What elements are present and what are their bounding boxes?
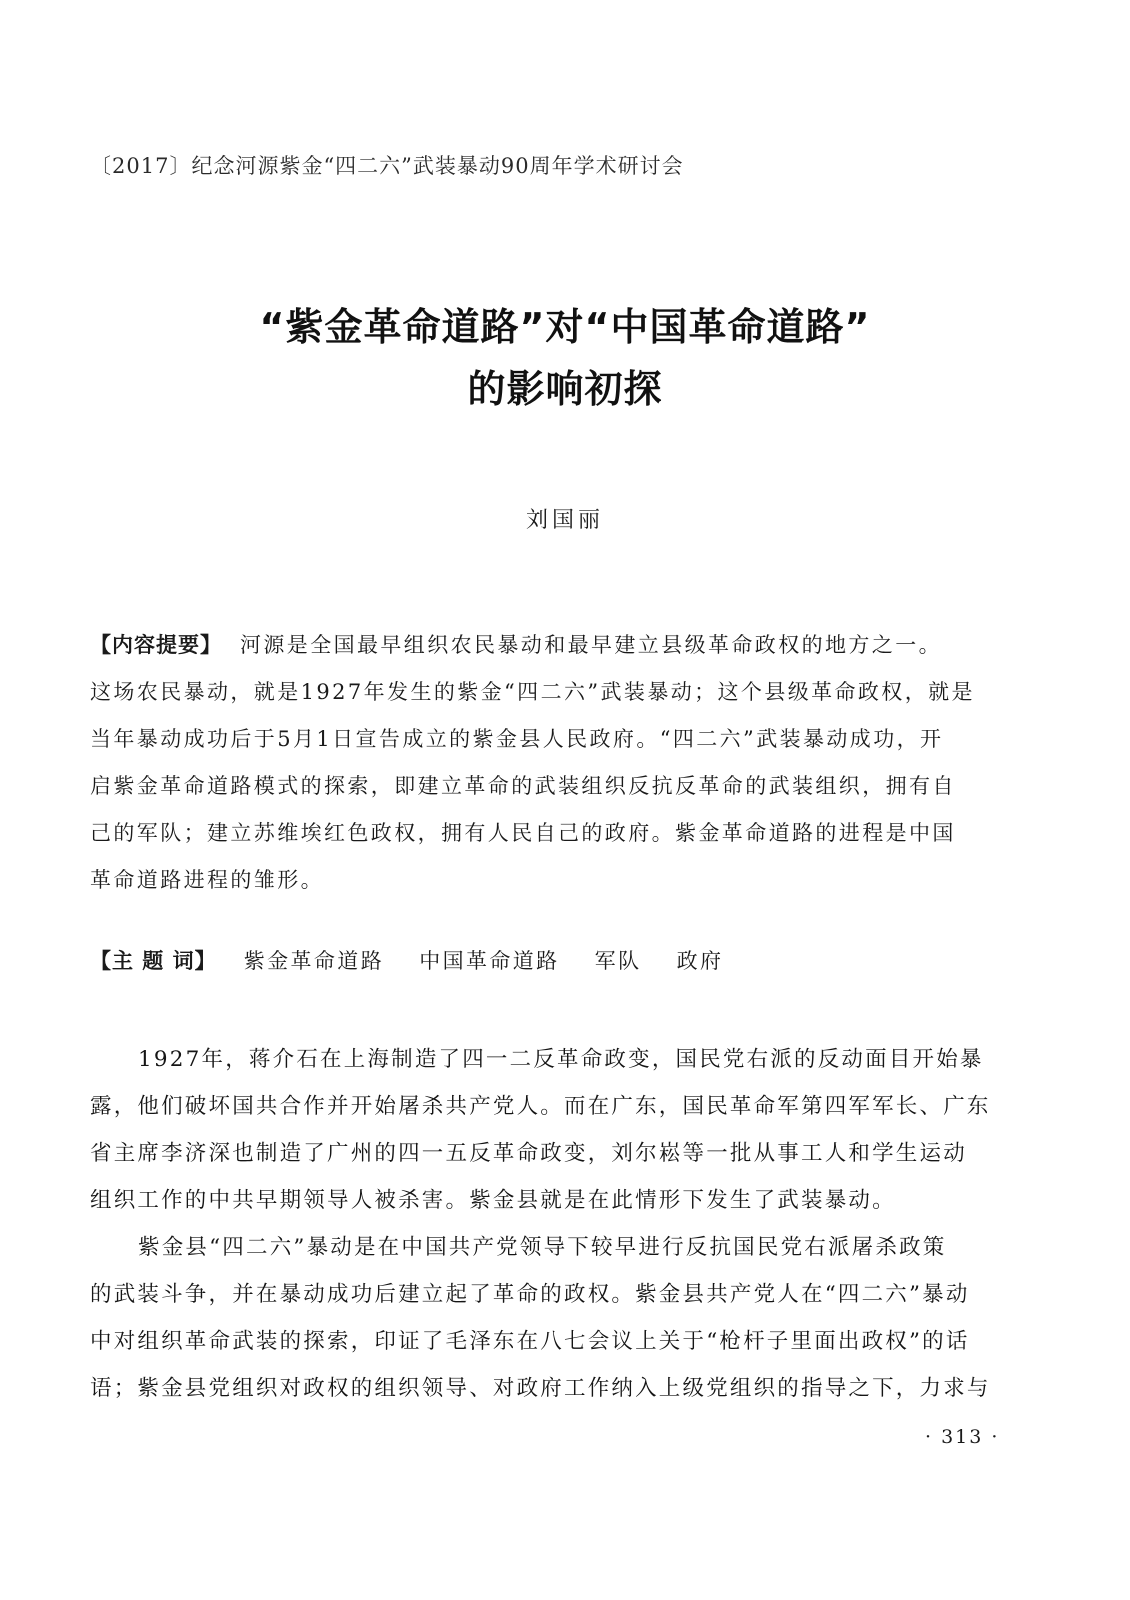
keyword: 中国革命道路	[419, 949, 560, 973]
body-text	[90, 1036, 1040, 1412]
abstract-line: 己的军队；建立苏维埃红色政权，拥有人民自己的政府。紫金革命道路的进程是中国	[90, 821, 956, 845]
keyword: 政府	[676, 949, 724, 973]
keyword: 军队	[594, 949, 642, 973]
body-line: 省主席李济深也制造了广州的四一五反革命政变，刘尔崧等一批从事工人和学生运动	[90, 1141, 967, 1166]
title-line-2: 的影响初探	[467, 367, 663, 411]
abstract-line: 这场农民暴动，就是1927年发生的紫金“四二六”武装暴动；这个县级革命政权，就是	[90, 680, 975, 704]
body-line: 的武装斗争，并在暴动成功后建立起了革命的政权。紫金县共产党人在“四二六”暴动	[90, 1282, 970, 1307]
abstract-line: 启紫金革命道路模式的探索，即建立革命的武装组织反抗反革命的武装组织，拥有自	[90, 774, 956, 798]
body-line: 组织工作的中共早期领导人被杀害。紫金县就是在此情形下发生了武装暴动。	[90, 1188, 896, 1213]
body-line: 紫金县“四二六”暴动是在中国共产党领导下较早进行反抗国民党右派屠杀政策	[138, 1235, 947, 1260]
conference-header: 〔2017〕纪念河源紫金“四二六”武装暴动90周年学术研讨会	[90, 154, 684, 178]
title-line-1: “紫金革命道路”对“中国革命道路”	[259, 305, 871, 349]
body-line: 中对组织革命武装的探索，印证了毛泽东在八七会议上关于“枪杆子里面出政权”的话	[90, 1329, 970, 1354]
abstract-text: 河源是全国最早组织农民暴动和最早建立县级革命政权的地方之一。	[240, 633, 942, 657]
page-number: · 313 ·	[925, 1426, 1000, 1448]
article-title	[90, 296, 1040, 420]
author-name: 刘国丽	[525, 508, 604, 533]
body-line: 语；紫金县党组织对政权的组织领导、对政府工作纳入上级党组织的指导之下，力求与	[90, 1376, 991, 1401]
keywords-label: 【主 题 词】	[90, 949, 217, 973]
keywords-section	[90, 945, 1040, 975]
body-line: 1927年，蒋介石在上海制造了四一二反革命政变，国民党右派的反动面目开始暴	[138, 1047, 984, 1072]
abstract-line: 当年暴动成功后于5月1日宣告成立的紫金县人民政府。“四二六”武装暴动成功，开	[90, 727, 944, 751]
abstract-line: 革命道路进程的雏形。	[90, 868, 324, 892]
abstract-label: 【内容提要】	[90, 633, 222, 657]
abstract-line	[90, 622, 1040, 669]
body-line: 露，他们破坏国共合作并开始屠杀共产党人。而在广东，国民革命军第四军军长、广东	[90, 1094, 991, 1119]
keyword: 紫金革命道路	[243, 949, 385, 973]
abstract-section	[90, 622, 1040, 904]
